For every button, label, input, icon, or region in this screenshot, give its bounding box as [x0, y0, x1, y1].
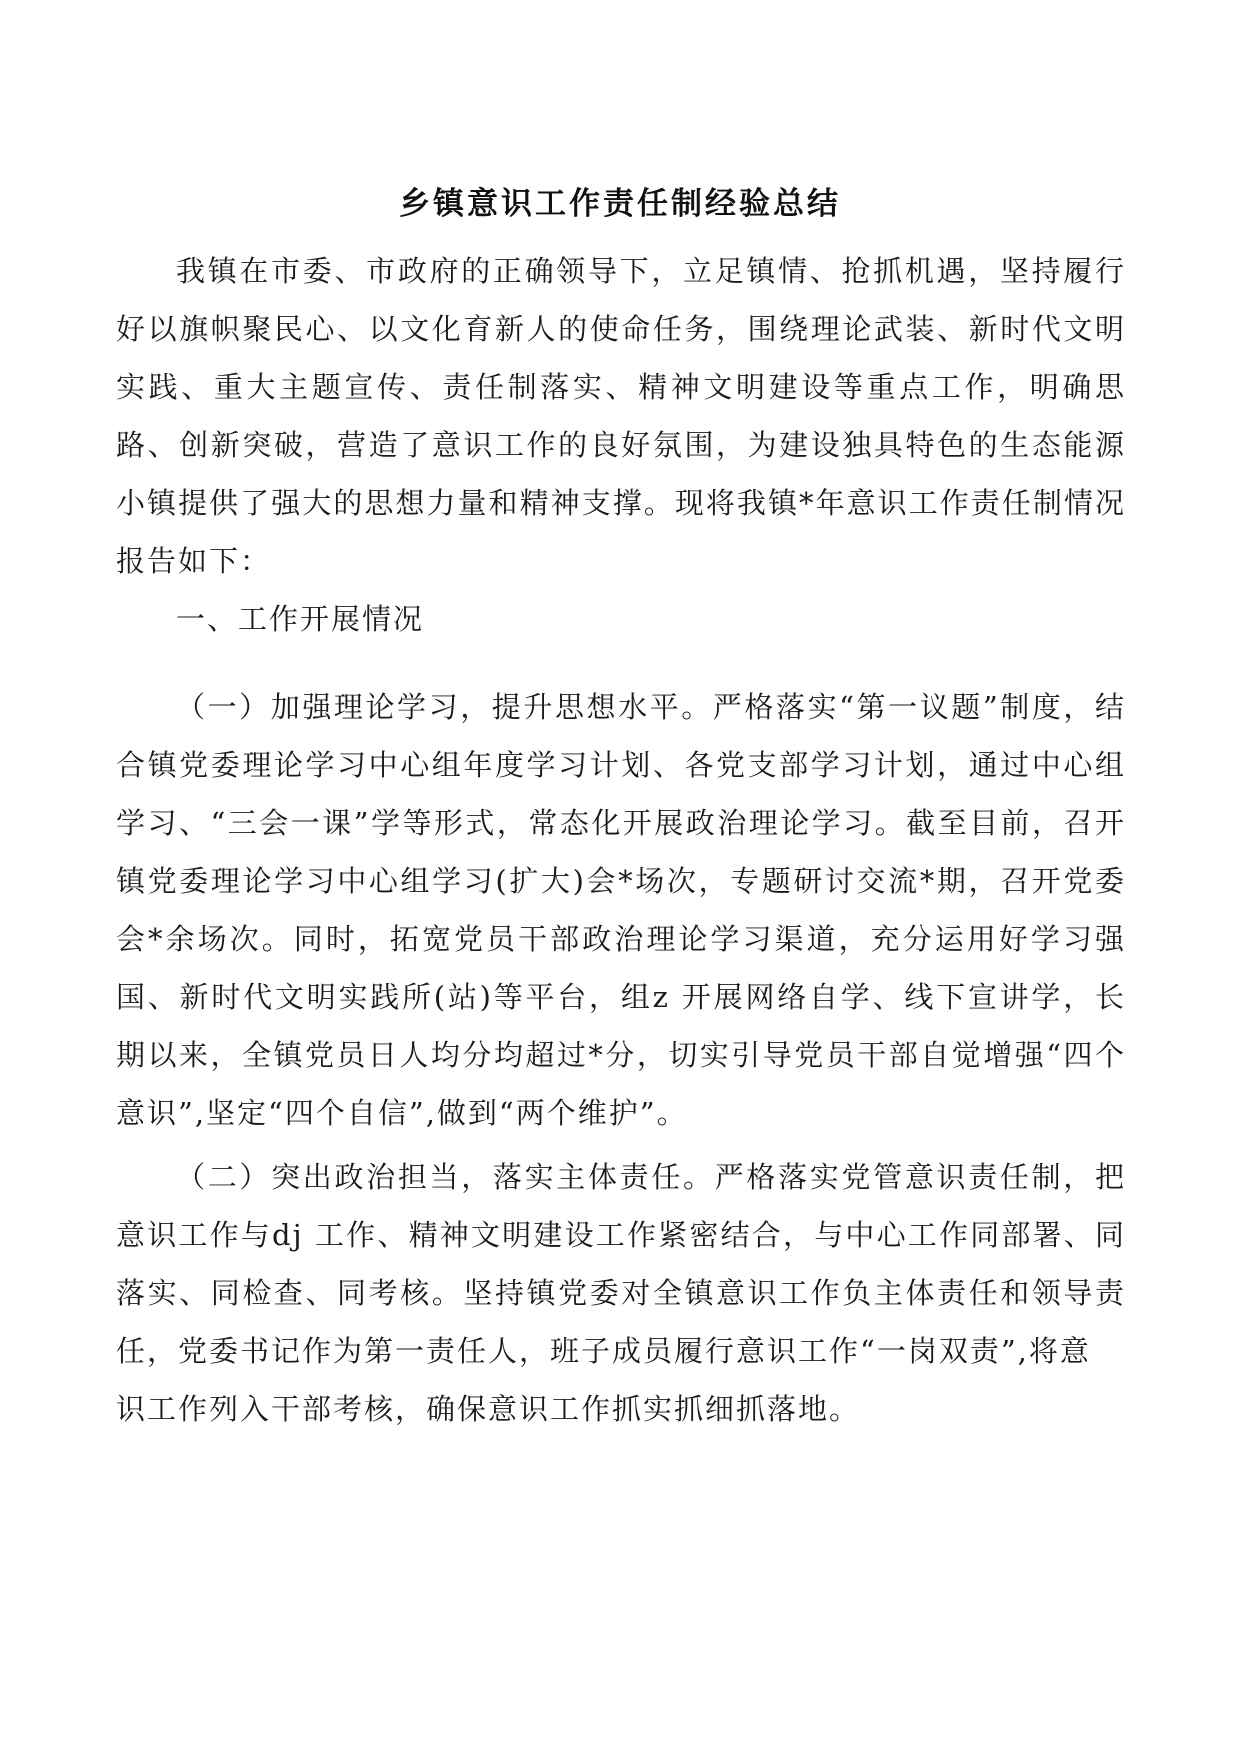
item-1-paragraph: （一）加强理论学习，提升思想水平。严格落实“第一议题”制度，结合镇党委理论学习中心组年度学习计划、各党支部学习计划，通过中心组学习、“三会一课”学等形式，常态化开展政治理论学习。截至目前，召开镇党委理论学习中心组学习(扩大)会*场次，专题研讨交流*期，召开党委会*余场次。同时，拓宽党员干部政治理论学习渠道，充分运用好学习强国、新时代文明实践所(站)等平台，组z 开展网络自学、线下宣讲学，长期以来，全镇党员日人均分均超过*分，切实引导党员干部自觉增强“四个意识”,坚定“四个自信”,做到“两个维护”。 [116, 690, 1126, 1130]
item-2-continued-paragraph: 识工作列入干部考核，确保意识工作抓实抓细抓落地。 [116, 1392, 861, 1426]
item-2-paragraph: （二）突出政治担当，落实主体责任。严格落实党管意识责任制，把意识工作与dj 工作、精神文明建设工作紧密结合，与中心工作同部署、同 落实、同检查、同考核。坚持镇党委对全镇意识工作负主体责任和领导责 任，党委书记作为第一责任人，班子成员履行意识工作“一岗双责”,将意 [116, 1160, 1126, 1368]
document-title: 乡镇意识工作责任制经验总结 [399, 186, 841, 222]
section-heading: 一、工作开展情况 [176, 602, 425, 636]
intro-paragraph: 我镇在市委、市政府的正确领导下，立足镇情、抢抓机遇，坚持履行好以旗帜聚民心、以文化育新人的使命任务，围绕理论武装、新时代文明实践、重大主题宣传、责任制落实、精神文明建设等重点工作，明确思路、创新突破，营造了意识工作的良好氛围，为建设独具特色的生态能源小镇提供了强大的思想力量和精神支撑。现将我镇*年意识工作责任制情况报告如下： [116, 254, 1126, 578]
